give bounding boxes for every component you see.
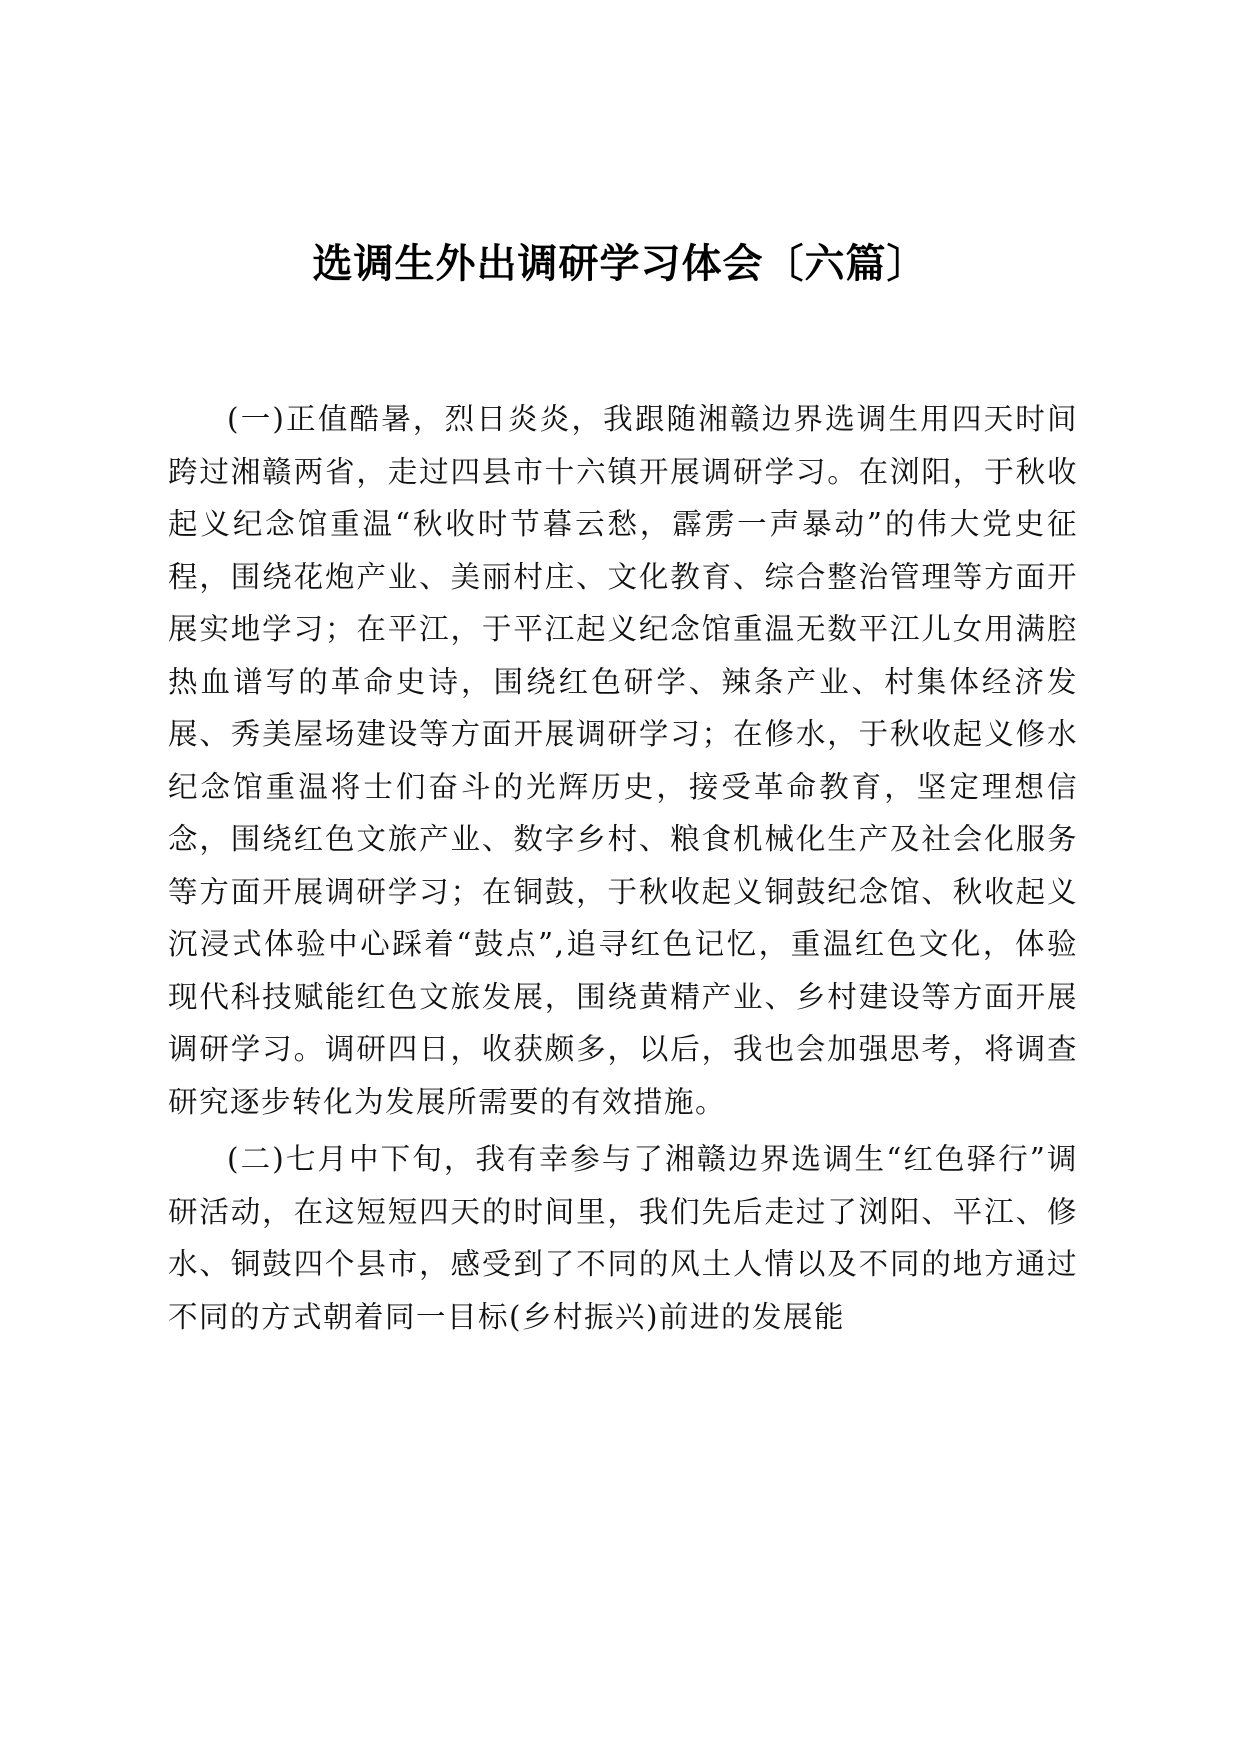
paragraph-1: (一)正值酷暑，烈日炎炎，我跟随湘赣边界选调生用四天时间跨过湘赣两省，走过四县市十六镇开展调研学习。在浏阳，于秋收起义纪念馆重温“秋收时节暮云愁，霹雳一声暴动”的伟大党史征程，围绕花炮产业、美丽村庄、文化教育、综合整治管理等方面开展实地学习；在平江，于平江起义纪念馆重温无数平江儿女用满腔热血谱写的革命史诗，围绕红色研学、辣条产业、村集体经济发展、秀美屋场建设等方面开展调研学习；在修水，于秋收起义修水纪念馆重温将士们奋斗的光辉历史，接受革命教育，坚定理想信念，围绕红色文旅产业、数字乡村、粮食机械化生产及社会化服务等方面开展调研学习；在铜鼓，于秋收起义铜鼓纪念馆、秋收起义沉浸式体验中心踩着“鼓点”,追寻红色记忆，重温红色文化，体验现代科技赋能红色文旅发展，围绕黄精产业、乡村建设等方面开展调研学习。调研四日，收获颇多，以后，我也会加强思考，将调查研究逐步转化为发展所需要的有效措施。 <box>168 402 1078 1119</box>
paragraph-2: (二)七月中下旬，我有幸参与了湘赣边界选调生“红色驿行”调研活动，在这短短四天的时间里，我们先后走过了浏阳、平江、修水、铜鼓四个县市，感受到了不同的风土人情以及不同的地方通过不同的方式朝着同一目标(乡村振兴)前进的发展能 <box>168 1142 1078 1334</box>
document-title: 选调生外出调研学习体会〔六篇〕 <box>312 241 928 287</box>
document-body <box>168 393 1078 1343</box>
